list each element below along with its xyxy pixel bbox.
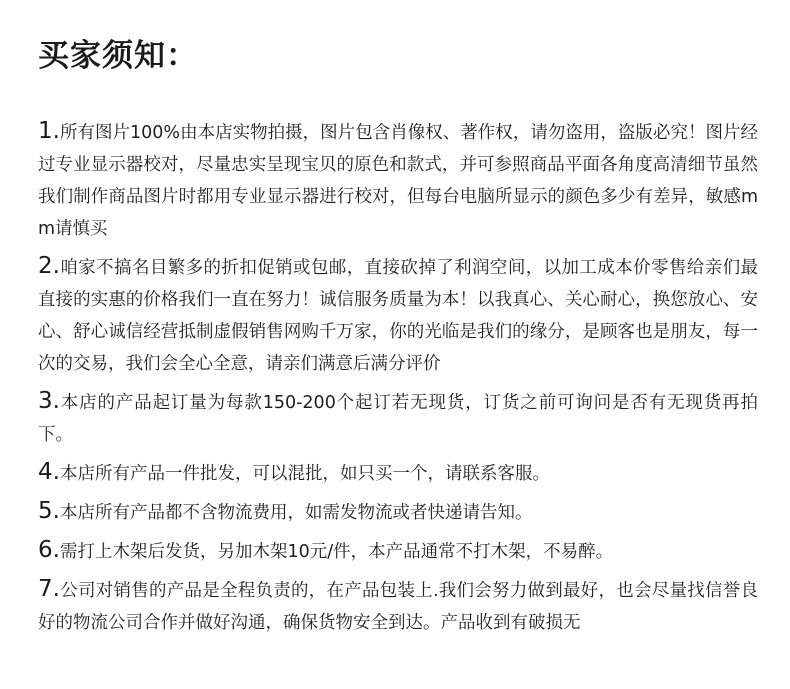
item-number: 3. [38, 388, 60, 414]
notice-item-6 [38, 534, 758, 568]
item-text: 所有图片100%由本店实物拍摄，图片包含肖像权、著作权，请勿盗用，盗版必究！图片经过专业显示器校对，尽量忠实呈现宝贝的原色和款式，并可参照商品平面各角度高清细节虽然我们制作商品图片时都用专业显示器进行校对，但每台电脑所显示的颜色多少有差异，敏感mm请慎买 [38, 123, 758, 239]
notice-item-7 [38, 573, 758, 639]
item-number: 7. [38, 576, 60, 602]
item-text: 本店所有产品一件批发，可以混批，如只买一个，请联系客服。 [59, 464, 550, 484]
notice-item-1 [38, 115, 758, 245]
notice-item-3 [38, 385, 758, 451]
item-text: 本店所有产品都不含物流费用，如需发物流或者快递请告知。 [59, 503, 533, 523]
item-text: 本店的产品起订量为每款150-200个起订若无现货，订货之前可询问是否有无现货再拍下。 [38, 393, 758, 445]
item-number: 4. [38, 459, 60, 485]
notice-list [38, 115, 758, 644]
notice-item-2 [38, 250, 758, 380]
item-number: 1. [38, 118, 60, 144]
item-text: 需打上木架后发货，另加木架10元/件，本产品通常不打木架，不易醉。 [59, 542, 614, 562]
notice-item-5 [38, 495, 758, 529]
item-text: 咱家不搞名目繁多的折扣促销或包邮，直接砍掉了利润空间，以加工成本价零售给亲们最直接的实惠的价格我们一直在努力！诚信服务质量为本！以我真心、关心耐心，换您放心、安心、舒心诚信经营抵制虚假销售网购千万家，你的光临是我们的缘分，是顾客也是朋友，每一次的交易，我们会全心全意，请亲们满意后满分评价 [38, 258, 758, 374]
item-number: 5. [38, 498, 60, 524]
item-number: 6. [38, 537, 60, 563]
item-text: 公司对销售的产品是全程负责的，在产品包装上.我们会努力做到最好，也会尽量找信誉良好的物流公司合作并做好沟通，确保货物安全到达。产品收到有破损无 [38, 581, 758, 633]
item-number: 2. [38, 253, 60, 279]
notice-item-4 [38, 456, 758, 490]
page-title: 买家须知： [38, 38, 198, 74]
